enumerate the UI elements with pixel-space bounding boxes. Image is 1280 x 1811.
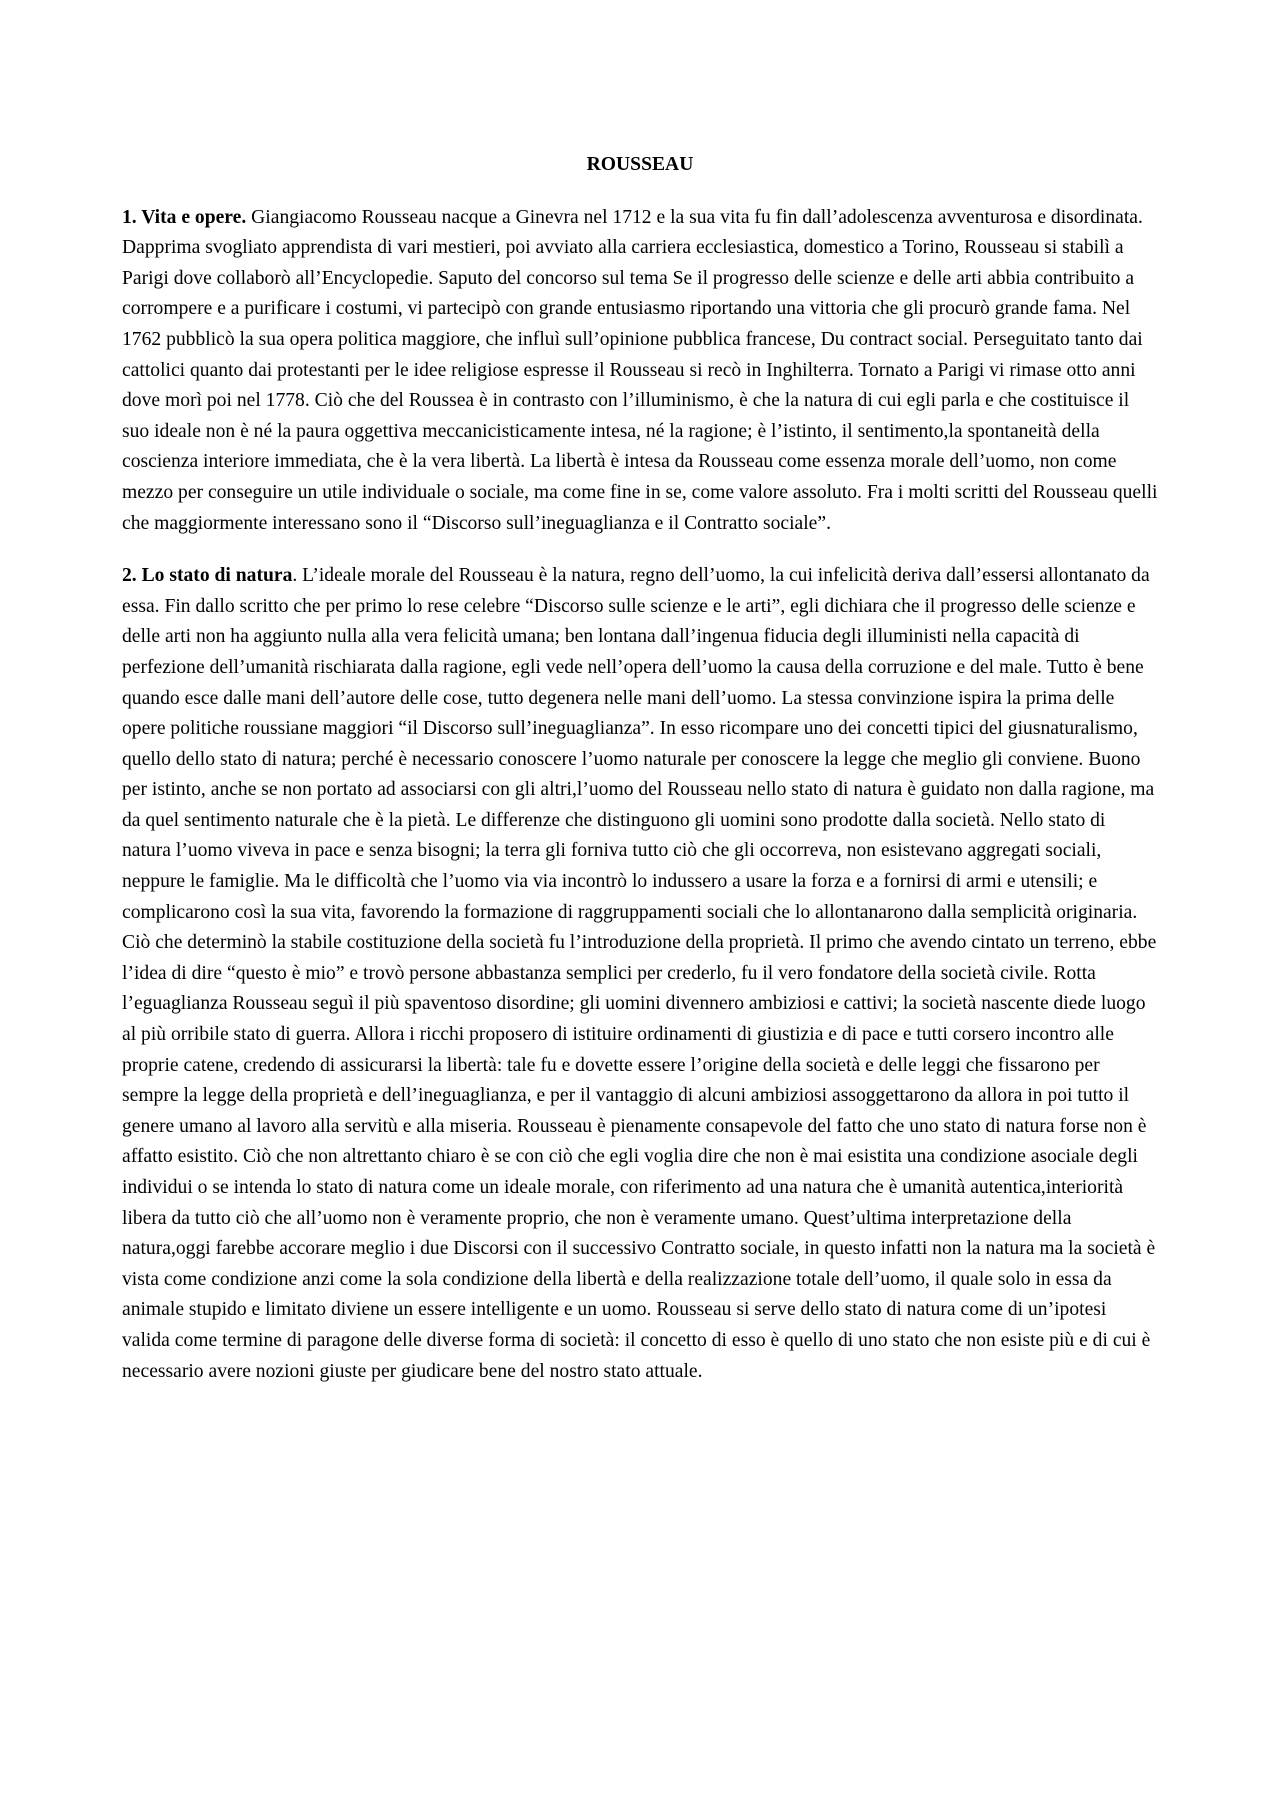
- section-stato-di-natura: [122, 561, 1158, 1387]
- section-text: Giangiacomo Rousseau nacque a Ginevra nel 1712 e la sua vita fu fin dall’adolescenza avventurosa e disordinata. Dapprima svogliato apprendista di vari mestieri, poi avviato alla carriera ecclesiastica, domestico a Torino, Rousseau si stabilì a Parigi dove collaborò all’Encyclopedie. Saputo del concorso sul tema Se il progresso delle scienze e delle arti abbia contribuito a corrompere e a purificare i costumi, vi partecipò con grande entusiasmo riportando una vittoria che gli procurò grande fama. Nel 1762 pubblicò la sua opera politica maggiore, che influì sull’opinione pubblica francese, Du contract social. Perseguitato tanto dai cattolici quanto dai protestanti per le idee religiose espresse il Rousseau si recò in Inghilterra. Tornato a Parigi vi rimase otto anni dove morì poi nel 1778. Ciò che del Roussea è in contrasto con l’illuminismo, è che la natura di cui egli parla e che costituisce il suo ideale non è né la paura oggettiva meccanicisticamente intesa, né la ragione; è l’istinto, il sentimento,la spontaneità della coscienza interiore immediata, che è la vera libertà. La libertà è intesa da Rousseau come essenza morale dell’uomo, non come mezzo per conseguire un utile individuale o sociale, ma come fine in se, come valore assoluto. Fra i molti scritti del Rousseau quelli che maggiormente interessano sono il “Discorso sull’ineguaglianza e il Contratto sociale”.: [122, 206, 1158, 534]
- section-heading: 1. Vita e opere.: [122, 206, 247, 228]
- section-paragraph: [122, 203, 1158, 540]
- page-title: ROUSSEAU: [586, 154, 694, 175]
- section-text: . L’ideale morale del Rousseau è la natura, regno dell’uomo, la cui infelicità deriva dall’essersi allontanato da essa. Fin dallo scritto che per primo lo rese celebre “Discorso sulle scienze e le arti”, egli dichiara che il progresso delle scienze e delle arti non ha aggiunto nulla alla vera felicità umana; ben lontana dall’ingenua fiducia degli illuministi nella capacità di perfezione dell’umanità rischiarata dalla ragione, egli vede nell’opera dell’uomo la causa della corruzione e del male. Tutto è bene quando esce dalle mani dell’autore delle cose, tutto degenera nelle mani dell’uomo. La stessa convinzione ispira la prima delle opere politiche roussiane maggiori “il Discorso sull’ineguaglianza”. In esso ricompare uno dei concetti tipici del giusnaturalismo, quello dello stato di natura; perché è necessario conoscere l’uomo naturale per conoscere la legge che meglio gli conviene. Buono per istinto, anche se non portato ad associarsi con gli altri,l’uomo del Rousseau nello stato di natura è guidato non dalla ragione, ma da quel sentimento naturale che è la pietà. Le differenze che distinguono gli uomini sono prodotte dalla società. Nello stato di natura l’uomo viveva in pace e senza bisogni; la terra gli forniva tutto ciò che gli occorreva, non esistevano aggregati sociali, neppure le famiglie. Ma le difficoltà che l’uomo via via incontrò lo indussero a usare la forza e a fornirsi di armi e utensili; e complicarono così la sua vita, favorendo la formazione di raggruppamenti sociali che lo allontanarono dalla semplicità originaria. Ciò che determinò la stabile costituzione della società fu l’introduzione della proprietà. Il primo che avendo cintato un terreno, ebbe l’idea di dire “questo è mio” e trovò persone abbastanza semplici per crederlo, fu il vero fondatore della società civile. Rotta l’eguaglianza Rousseau seguì il più spaventoso disordine; gli uomini divennero ambiziosi e cattivi; la società nascente diede luogo al più orribile stato di guerra. Allora i ricchi proposero di istituire ordinamenti di giustizia e di pace e tutti corsero incontro alle proprie catene, credendo di assicurarsi la libertà: tale fu e dovette essere l’origine della società e delle leggi che fissarono per sempre la legge della proprietà e dell’ineguaglianza, e per il vantaggio di alcuni ambiziosi assoggettarono da allora in poi tutto il genere umano al lavoro alla servitù e alla miseria. Rousseau è pienamente consapevole del fatto che uno stato di natura forse non è affatto esistito. Ciò che non altrettanto chiaro è se con ciò che egli voglia dire che non è mai esistita una condizione asociale degli individui o se intenda lo stato di natura come un ideale morale, con riferimento ad una natura che è umanità autentica,interiorità libera da tutto ciò che all’uomo non è veramente proprio, che non è veramente umano. Quest’ultima interpretazione della natura,oggi farebbe accorare meglio i due Discorsi con il successivo Contratto sociale, in questo infatti non la natura ma la società è vista come condizione anzi come la sola condizione della libertà e della realizzazione totale dell’uomo, il quale solo in essa da animale stupido e limitato diviene un essere intelligente e un uomo. Rousseau si serve dello stato di natura come di un’ipotesi valida come termine di paragone delle diverse forma di società: il concetto di esso è quello di uno stato che non esiste più e di cui è necessario avere nozioni giuste per giudicare bene del nostro stato attuale.: [122, 565, 1157, 1382]
- section-heading: 2. Lo stato di natura: [122, 565, 293, 587]
- section-paragraph: [122, 561, 1158, 1387]
- document-body: [122, 150, 1158, 1409]
- section-vita-e-opere: [122, 203, 1158, 540]
